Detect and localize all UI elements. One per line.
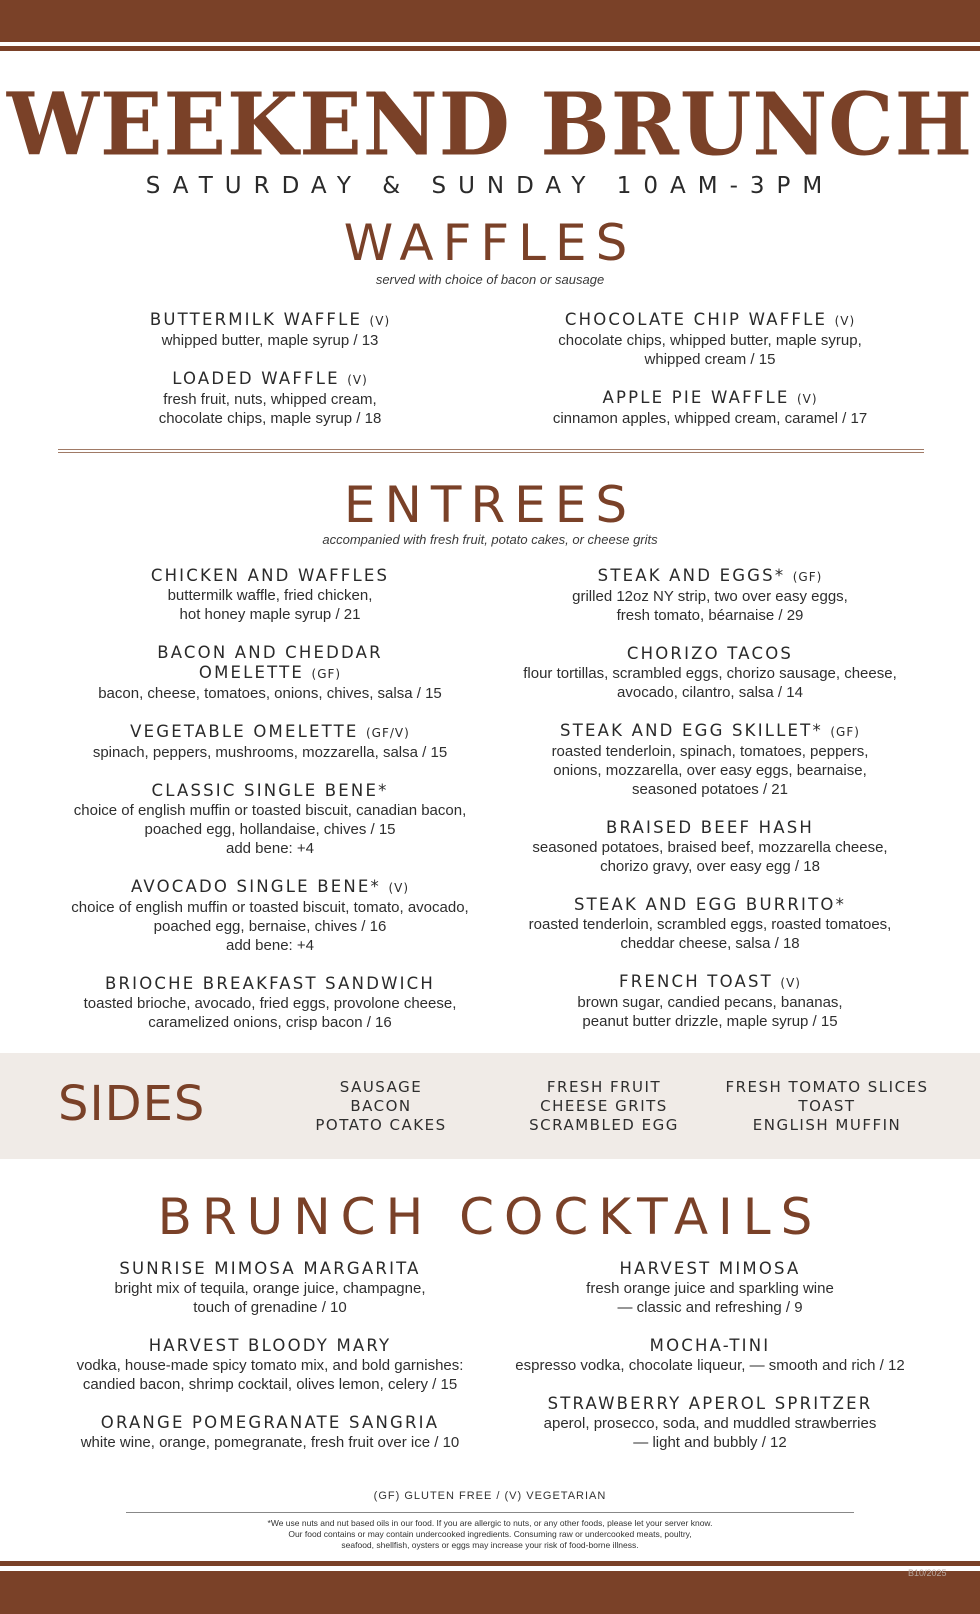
menu-item-name: [50, 310, 490, 331]
menu-item-description: roasted tenderloin, scrambled eggs, roasted tomatoes, cheddar cheese, salsa / 18: [528, 916, 892, 952]
entrees-heading: ENTREES: [343, 476, 637, 534]
dietary-tag: (V): [780, 976, 801, 990]
menu-item-name: [490, 1394, 930, 1414]
menu-item: [50, 310, 490, 350]
menu-item: [490, 895, 930, 953]
menu-item-name-text: FRENCH TOAST: [619, 972, 773, 991]
menu-item-name-text: ORANGE POMEGRANATE SANGRIA: [100, 1413, 440, 1432]
entrees-left-column: [50, 566, 490, 1051]
menu-item-description: white wine, orange, pomegranate, fresh fruit over ice / 10: [80, 1434, 460, 1451]
menu-item-name-text: AVOCADO SINGLE BENE*: [130, 877, 382, 896]
footer-divider: [126, 1512, 854, 1513]
menu-item-name-text: LOADED WAFFLE: [172, 369, 340, 388]
menu-item-name: [50, 722, 490, 743]
menu-item: [50, 877, 490, 955]
menu-item-name: [50, 643, 490, 684]
menu-item: [490, 818, 930, 876]
menu-item-description: choice of english muffin or toasted biscuit, canadian bacon, poached egg, hollandaise, chives / 15 add bene: +4: [73, 802, 467, 857]
allergy-disclaimer: *We use nuts and nut based oils in our food. If you are allergic to nuts, or any other foods, please let your server know. Our food contains or may contain undercooked ingredients. Consuming raw or undercooked meats, poultry, seafood, shellfish, oysters or eggs may increase your risk of food-borne illness.: [267, 1518, 713, 1550]
bottom-band-line: [0, 1561, 980, 1566]
menu-item: [490, 1336, 930, 1375]
menu-item: [490, 388, 930, 428]
menu-item-name-text: STRAWBERRY APEROL SPRITZER: [547, 1394, 873, 1413]
menu-item-description: flour tortillas, scrambled eggs, chorizo sausage, cheese, avocado, cilantro, salsa / 14: [523, 665, 897, 701]
entrees-right-column: [490, 566, 930, 1050]
menu-item-description: grilled 12oz NY strip, two over easy eggs, fresh tomato, béarnaise / 29: [572, 588, 848, 624]
menu-item: [490, 566, 930, 625]
waffles-subtitle: served with choice of bacon or sausage: [375, 272, 605, 287]
menu-item-description: buttermilk waffle, fried chicken, hot honey maple syrup / 21: [167, 587, 373, 623]
menu-item-name: [50, 566, 490, 586]
menu-item-description: bright mix of tequila, orange juice, champagne, touch of grenadine / 10: [114, 1280, 426, 1316]
menu-item-description: toasted brioche, avocado, fried eggs, provolone cheese, caramelized onions, crisp bacon / 16: [83, 995, 457, 1031]
sides-column: FRESH TOMATO SLICES TOAST ENGLISH MUFFIN: [725, 1078, 929, 1134]
menu-item: [50, 974, 490, 1032]
menu-item: [490, 644, 930, 702]
menu-item-name: [490, 895, 930, 915]
menu-item-description: aperol, prosecco, soda, and muddled strawberries — light and bubbly / 12: [543, 1415, 877, 1451]
menu-item-name-text: STEAK AND EGG BURRITO*: [573, 895, 847, 914]
dietary-tag: (GF): [792, 570, 823, 584]
menu-item-name: [490, 644, 930, 664]
dietary-tag: (V): [834, 314, 856, 328]
dietary-tag: (GF/V): [365, 726, 410, 740]
menu-item-description: chocolate chips, whipped butter, maple syrup, whipped cream / 15: [558, 332, 862, 368]
menu-item-name-text: MOCHA-TINI: [649, 1336, 771, 1355]
menu-item-name-text: CHORIZO TACOS: [626, 644, 794, 663]
entrees-subtitle: accompanied with fresh fruit, potato cakes, or cheese grits: [322, 532, 658, 547]
sides-heading: SIDES: [58, 1076, 206, 1132]
menu-item-name-text: CHICKEN AND WAFFLES: [150, 566, 390, 585]
sides-column: FRESH FRUIT CHEESE GRITS SCRAMBLED EGG: [529, 1078, 679, 1134]
menu-item-name-text: HARVEST MIMOSA: [619, 1259, 801, 1278]
sides-column: SAUSAGE BACON POTATO CAKES: [315, 1078, 447, 1134]
section-divider: [58, 449, 924, 453]
waffles-heading: WAFFLES: [343, 214, 637, 272]
top-band: [0, 0, 980, 42]
menu-item: [50, 722, 490, 762]
menu-item-name-text: APPLE PIE WAFFLE: [602, 388, 790, 407]
dietary-tag: (GF): [830, 725, 860, 739]
menu-item: [50, 1259, 490, 1317]
waffles-right-column: [490, 310, 930, 447]
dietary-tag: (V): [347, 373, 368, 387]
menu-item-description: cinnamon apples, whipped cream, caramel / 17: [552, 410, 868, 427]
menu-item: [490, 310, 930, 369]
menu-item-description: choice of english muffin or toasted biscuit, tomato, avocado, poached egg, bernaise, chives / 16 add bene: +4: [71, 899, 469, 954]
menu-item-name-text: BUTTERMILK WAFFLE: [149, 310, 363, 329]
menu-item-name: [490, 310, 930, 331]
menu-item: [50, 1336, 490, 1394]
menu-item-name: [50, 1413, 490, 1433]
menu-item-name: [490, 1336, 930, 1356]
menu-item-name-text: BACON AND CHEDDAR OMELETTE: [157, 643, 383, 682]
menu-item: [50, 566, 490, 624]
menu-item-name-text: BRAISED BEEF HASH: [606, 818, 814, 837]
menu-item: [50, 643, 490, 703]
menu-item: [490, 721, 930, 799]
menu-item-description: brown sugar, candied pecans, bananas, peanut butter drizzle, maple syrup / 15: [577, 994, 843, 1030]
menu-item-name-text: BRIOCHE BREAKFAST SANDWICH: [104, 974, 436, 993]
menu-item-name: [50, 781, 490, 801]
menu-item-name: [490, 721, 930, 742]
menu-item-name: [50, 877, 490, 898]
brunch-hours: SATURDAY & SUNDAY 10AM-3PM: [145, 173, 835, 199]
menu-item-name-text: STEAK AND EGGS*: [597, 566, 786, 585]
menu-item-description: bacon, cheese, tomatoes, onions, chives, salsa / 15: [98, 685, 442, 702]
menu-item-description: roasted tenderloin, spinach, tomatoes, peppers, onions, mozzarella, over easy eggs, bearnaise, seasoned potatoes / 21: [551, 743, 869, 798]
menu-item: [50, 369, 490, 428]
menu-item: [490, 1394, 930, 1452]
menu-item-name: [50, 1259, 490, 1279]
menu-item: [50, 781, 490, 858]
menu-item: [490, 1259, 930, 1317]
waffles-left-column: [50, 310, 490, 447]
menu-item-name-text: HARVEST BLOODY MARY: [148, 1336, 392, 1355]
dietary-tag: (V): [388, 881, 410, 895]
menu-item-name: [490, 388, 930, 409]
cocktails-right-column: [490, 1259, 930, 1471]
cocktails-left-column: [50, 1259, 490, 1471]
menu-item-name-text: CLASSIC SINGLE BENE*: [151, 781, 389, 800]
menu-item-name: [490, 972, 930, 993]
menu-item-name: [50, 369, 490, 390]
dietary-tag: (V): [369, 314, 391, 328]
menu-item-name-text: SUNRISE MIMOSA MARGARITA: [119, 1259, 421, 1278]
dietary-tag: (GF): [311, 667, 342, 681]
menu-item-name: [490, 566, 930, 587]
menu-item-description: fresh orange juice and sparkling wine — classic and refreshing / 9: [586, 1280, 834, 1316]
dietary-tag: (V): [796, 392, 818, 406]
menu-item-name-text: STEAK AND EGG SKILLET*: [560, 721, 823, 740]
menu-item-name: [490, 818, 930, 838]
menu-item-description: vodka, house-made spicy tomato mix, and bold garnishes: candied bacon, shrimp cocktail, olives lemon, celery / 15: [76, 1357, 464, 1393]
menu-item-description: spinach, peppers, mushrooms, mozzarella, salsa / 15: [92, 744, 448, 761]
menu-item-name: [50, 974, 490, 994]
menu-item-name: [490, 1259, 930, 1279]
menu-item: [490, 972, 930, 1031]
top-band-line: [0, 46, 980, 51]
menu-item-description: fresh fruit, nuts, whipped cream, chocolate chips, maple syrup / 18: [158, 391, 382, 427]
cocktails-heading: BRUNCH COCKTAILS: [157, 1188, 823, 1246]
bottom-band: [0, 1571, 980, 1614]
dietary-legend: (GF) GLUTEN FREE / (V) VEGETARIAN: [373, 1490, 607, 1502]
menu-title: WEEKEND BRUNCH: [6, 74, 974, 176]
menu-item-description: whipped butter, maple syrup / 13: [161, 332, 379, 349]
menu-item: [50, 1413, 490, 1452]
menu-item-description: espresso vodka, chocolate liqueur, — smooth and rich / 12: [515, 1357, 905, 1374]
menu-item-name: [50, 1336, 490, 1356]
menu-item-name-text: VEGETABLE OMELETTE: [130, 722, 359, 741]
menu-item-description: seasoned potatoes, braised beef, mozzarella cheese, chorizo gravy, over easy egg / 18: [532, 839, 888, 875]
menu-item-name-text: CHOCOLATE CHIP WAFFLE: [564, 310, 828, 329]
sides-band: [0, 1053, 980, 1159]
menu-code: B10/2025: [908, 1568, 947, 1578]
